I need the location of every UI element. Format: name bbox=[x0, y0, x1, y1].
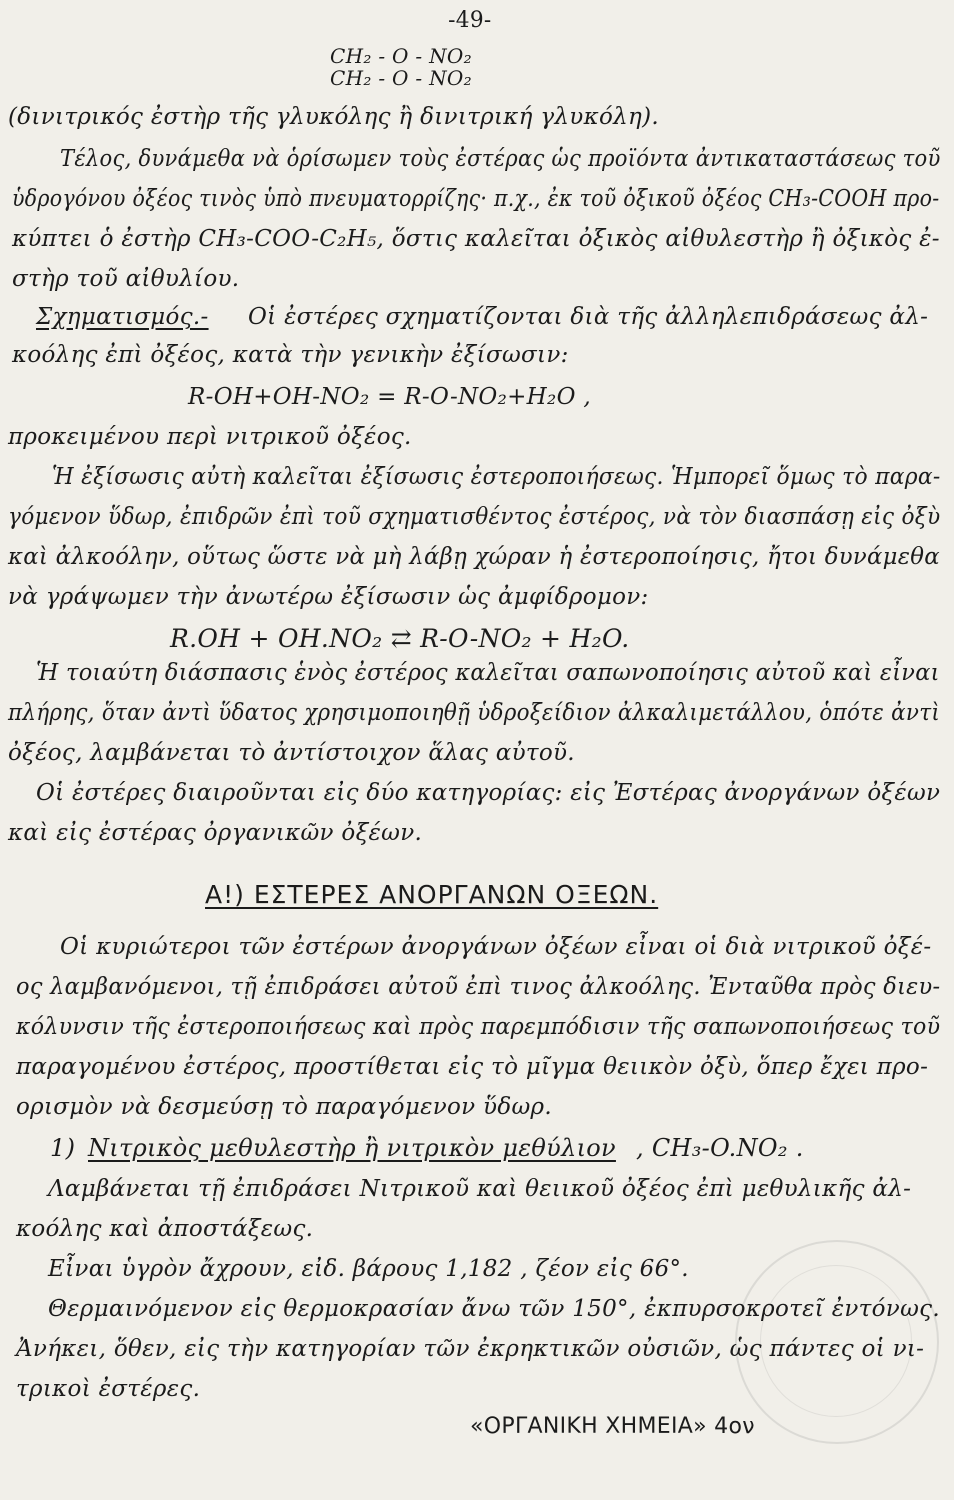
item-title: Νιτρικὸς μεθυλεστὴρ ἢ νιτρικὸν μεθύλιον bbox=[88, 1134, 616, 1162]
text-line: Οἱ ἐστέρες διαιροῦνται εἰς δύο κατηγορίας: εἰς Ἐστέρας ἀνοργάνων ὀξέων bbox=[36, 780, 941, 806]
text-line: παραγομένου ἐστέρος, προστίθεται εἰς τὸ μῖγμα θειικὸν ὀξὺ, ὅπερ ἔχει προ- bbox=[16, 1054, 929, 1080]
text-line: Οἱ ἐστέρες σχηματίζονται διὰ τῆς ἀλληλεπιδράσεως ἀλ- bbox=[248, 304, 929, 330]
text-line: Τέλος, δυνάμεθα νὰ ὁρίσωμεν τοὺς ἐστέρας ὡς προϊόντα ἀντικαταστάσεως τοῦ bbox=[60, 146, 941, 172]
text-line: Ἀνήκει, ὅθεν, εἰς τὴν κατηγορίαν τῶν ἐκρηκτικῶν οὐσιῶν, ὡς πάντες οἱ νι- bbox=[16, 1336, 925, 1362]
text-line: Εἶναι ὑγρὸν ἄχρουν, εἰδ. βάρους 1,182 , ζέον εἰς 66°. bbox=[48, 1256, 689, 1282]
text-line: πλήρης, ὅταν ἀντὶ ὕδατος χρησιμοποιηθῇ ὑδροξείδιον ἀλκαλιμετάλλου, ὁπότε ἀντὶ bbox=[8, 700, 941, 726]
text-line: Οἱ κυριώτεροι τῶν ἐστέρων ἀνοργάνων ὀξέων εἶναι οἱ διὰ νιτρικοῦ ὀξέ- bbox=[60, 934, 932, 960]
item-number: 1) bbox=[50, 1134, 76, 1162]
text-line: καὶ ἀλκοόλην, οὕτως ὥστε νὰ μὴ λάβῃ χώραν ἡ ἐστεροποίησις, ἤτοι δυνάμεθα bbox=[8, 544, 940, 570]
text-line: τρικοὶ ἐστέρες. bbox=[16, 1376, 201, 1402]
text-line: Λαμβάνεται τῇ ἐπιδράσει Νιτρικοῦ καὶ θειικοῦ ὀξέος ἐπὶ μεθυλικῆς ἀλ- bbox=[48, 1176, 912, 1202]
equation-1: R-OH+OH-NO₂ = R-O-NO₂+H₂O , bbox=[188, 384, 591, 410]
text-line: Θερμαινόμενον εἰς θερμοκρασίαν ἄνω τῶν 150°, ἐκπυρσοκροτεῖ ἐντόνως. bbox=[48, 1296, 940, 1322]
text-line: (δινιτρικός ἐστὴρ τῆς γλυκόλης ἢ δινιτρική γλυκόλη). bbox=[8, 104, 659, 130]
text-line: κόλυνσιν τῆς ἐστεροποιήσεως καὶ πρὸς παρεμπόδισιν τῆς σαπωνοποιήσεως τοῦ bbox=[16, 1014, 941, 1040]
text-line: κύπτει ὁ ἐστὴρ CH₃-COO-C₂H₅, ὅστις καλεῖται ὀξικὸς αἰθυλεστὴρ ἢ ὀξικὸς ἐ- bbox=[12, 226, 940, 252]
formula-line-2: CH₂ - O - NO₂ bbox=[330, 66, 472, 90]
text-line: κοόλης ἐπὶ ὀξέος, κατὰ τὴν γενικὴν ἐξίσωσιν: bbox=[12, 342, 569, 368]
item-formula: , CH₃-O.NO₂ . bbox=[636, 1134, 804, 1162]
text-line: καὶ εἰς ἐστέρας ὀργανικῶν ὀξέων. bbox=[8, 820, 423, 846]
text-line: νὰ γράψωμεν τὴν ἀνωτέρω ἐξίσωσιν ὡς ἀμφίδρομον: bbox=[8, 584, 649, 610]
text-line: κοόλης καὶ ἀποστάξεως. bbox=[16, 1216, 314, 1242]
text-line: στὴρ τοῦ αἰθυλίου. bbox=[12, 266, 240, 292]
page-number: -49- bbox=[448, 8, 492, 33]
text-line: γόμενον ὕδωρ, ἐπιδρῶν ἐπὶ τοῦ σχηματισθέντος ἐστέρος, νὰ τὸν διασπάσῃ εἰς ὀξὺ bbox=[8, 504, 941, 530]
footer-signature: «ΟΡΓΑΝΙΚΗ ΧΗΜΕΙΑ» 4ον bbox=[470, 1414, 755, 1439]
text-line: ὀξέος, λαμβάνεται τὸ ἀντίστοιχον ἅλας αὐτοῦ. bbox=[8, 740, 575, 766]
text-line: ορισμὸν νὰ δεσμεύσῃ τὸ παραγόμενον ὕδωρ. bbox=[16, 1094, 552, 1120]
equation-2: R.OH + OH.NO₂ ⇄ R-O-NO₂ + H₂O. bbox=[170, 624, 630, 653]
text-line: Ἡ τοιαύτη διάσπασις ἑνὸς ἐστέρος καλεῖται σαπωνοποίησις αὐτοῦ καὶ εἶναι bbox=[36, 660, 940, 686]
section-heading: Α!) ΕΣΤΕΡΕΣ ΑΝΟΡΓΑΝΩΝ ΟΞΕΩΝ. bbox=[205, 880, 659, 909]
text-line: προκειμένου περὶ νιτρικοῦ ὀξέος. bbox=[8, 424, 412, 450]
text-line: Ἡ ἐξίσωσις αὐτὴ καλεῖται ἐξίσωσις ἐστεροποιήσεως. Ἡμπορεῖ ὅμως τὸ παρα- bbox=[52, 464, 941, 490]
formula-line-1: CH₂ - O - NO₂ bbox=[330, 44, 472, 68]
text-line: ὑδρογόνου ὀξέος τινὸς ὑπὸ πνευματορρίζης· π.χ., ἐκ τοῦ ὀξικοῦ ὀξέος CH₃-COOH προ- bbox=[12, 186, 940, 212]
section-title: Σχηματισμός.- bbox=[36, 304, 209, 330]
text-line: ος λαμβανόμενοι, τῇ ἐπιδράσει αὐτοῦ ἐπὶ τινος ἀλκοόλης. Ἐνταῦθα πρὸς διευ- bbox=[16, 974, 941, 1000]
